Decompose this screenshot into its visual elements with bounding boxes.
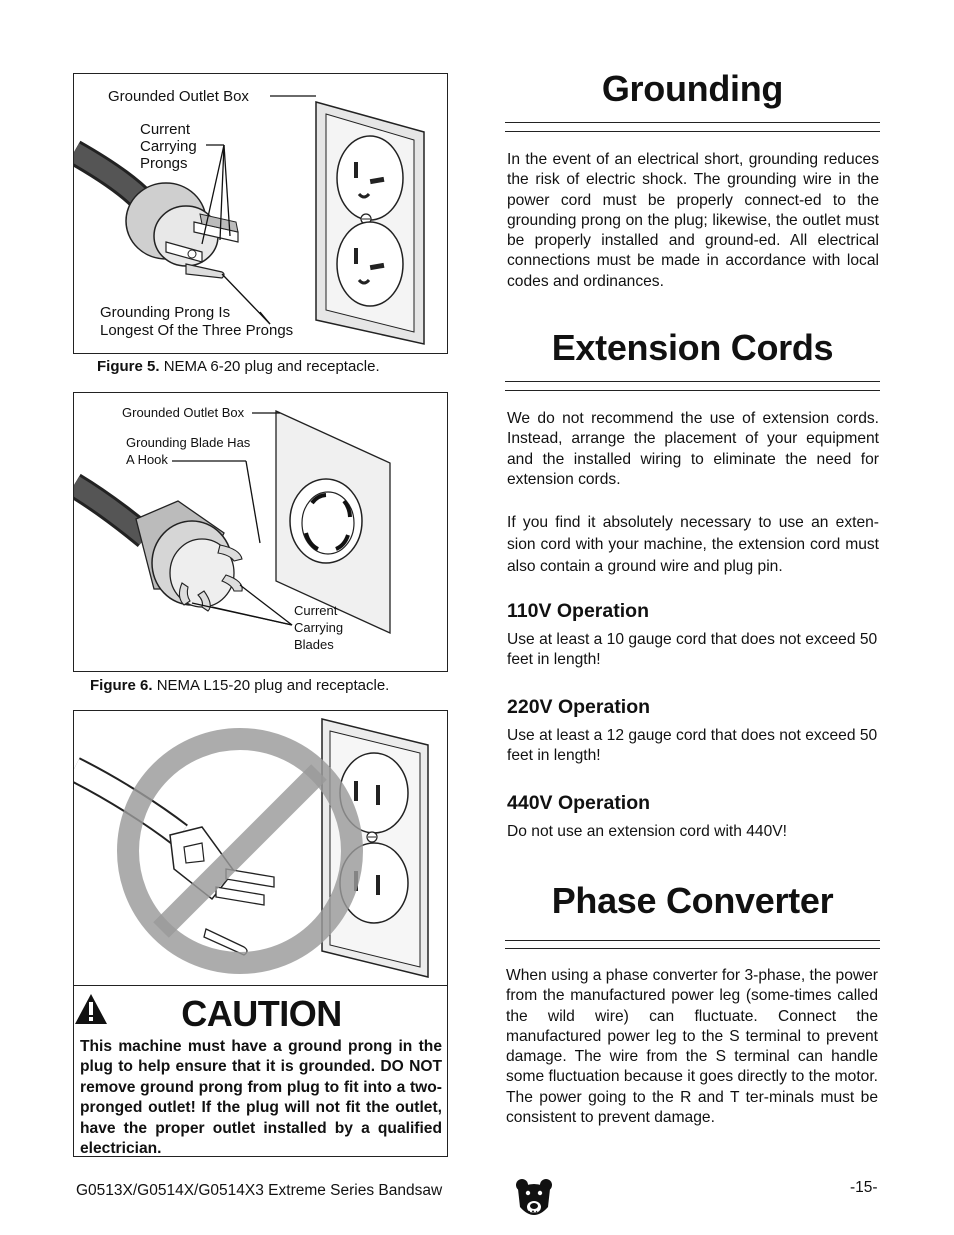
blades-label-1: Current [294,603,338,618]
op-440v-body: Do not use an extension cord with 440V! [507,823,787,840]
blades-label-2: Carrying [294,620,344,635]
extension-body-1: We do not recommend the use of extension cords. Instead, arrange the placement of your equipment and the installed wiring to eliminate the need for extension cords. [507,410,879,488]
blades-label-3: Blades [294,637,334,652]
figure-6-box [73,392,448,672]
grounding-prong-label-1: Grounding Prong Is [100,304,231,321]
prohibited-plug-illustration [74,711,448,986]
grounding-rule-bottom [505,131,880,132]
caution-box [73,710,448,1157]
extension-cords-heading: Extension Cords [551,327,834,368]
bear-logo-icon [514,1177,554,1221]
extension-rule-top [505,381,880,382]
op-440v-heading: 440V Operation [507,792,651,814]
figure-5-caption [97,358,380,375]
outlet-box-label-fig6: Grounded Outlet Box [122,405,245,420]
figure-6-caption-text: NEMA L15-20 plug and receptacle. [156,677,390,694]
extension-rule-bottom [505,390,880,391]
current-prongs-label-1: Current [140,121,191,138]
current-prongs-label-2: Carrying [140,138,197,155]
phase-converter-body: When using a phase converter for 3-phase, the power from the manufactured power leg (some-times called the wild wire) can fluctuate. Connect the manufactured power leg to the S terminal to prevent damage. The wire from the S terminal can handle some fluctuation because it goes directly to the motor. The power going to the R and T ter-minals must be consistent to prevent damage. [506,967,878,1127]
hook-label-2: A Hook [126,452,168,467]
op-110v-heading: 110V Operation [507,600,649,622]
caution-title: CAUTION [181,993,342,1034]
phase-rule-bottom [505,948,880,949]
figure-6-caption [90,677,389,694]
op-220v-heading: 220V Operation [507,696,651,718]
footer-model: G0513X/G0514X/G0514X3 Extreme Series Bandsaw [76,1182,443,1199]
caution-title-row [74,993,447,1035]
current-prongs-label-3: Prongs [140,155,188,172]
extension-body-2: If you find it absolutely necessary to use an exten-sion cord with your machine, the extension cord must also contain a ground wire and plug pin. [507,514,879,575]
page-number: -15- [850,1179,878,1196]
phase-rule-top [505,940,880,941]
op-110v-body: Use at least a 10 gauge cord that does not exceed 50 feet in length! [507,631,878,669]
grounding-heading: Grounding [601,68,784,109]
phase-converter-heading: Phase Converter [551,880,834,921]
grounding-rule-top [505,122,880,123]
figure-5-caption-label: Figure 5. [97,358,160,375]
grounding-body: In the event of an electrical short, grounding reduces the risk of electric shock. The grounding wire in the power cord must be properly connect-ed to the grounding prong on the plug; likewise, the outlet must be properly installed and ground-ed. All electrical connections must be made in accordance with local codes and ordinances. [507,151,879,290]
figure-5-caption-text: NEMA 6-20 plug and receptacle. [163,358,380,375]
caution-panel [74,985,447,1157]
hook-label-1: Grounding Blade Has [126,435,251,450]
grounding-prong-label-2: Longest Of the Three Prongs [100,322,294,339]
op-220v-body: Use at least a 12 gauge cord that does not exceed 50 feet in length! [507,727,878,765]
figure-6-caption-label: Figure 6. [90,677,153,694]
caution-text: This machine must have a ground prong in the plug to help ensure that it is grounded. DO NOT remove ground prong from plug to fit into a two-pronged outlet! If the plug will not fit the outlet, have the proper outlet installed by a qualified electrician. [80,1038,442,1157]
figure-5-box [73,73,448,354]
outlet-box-label: Grounded Outlet Box [108,88,249,105]
